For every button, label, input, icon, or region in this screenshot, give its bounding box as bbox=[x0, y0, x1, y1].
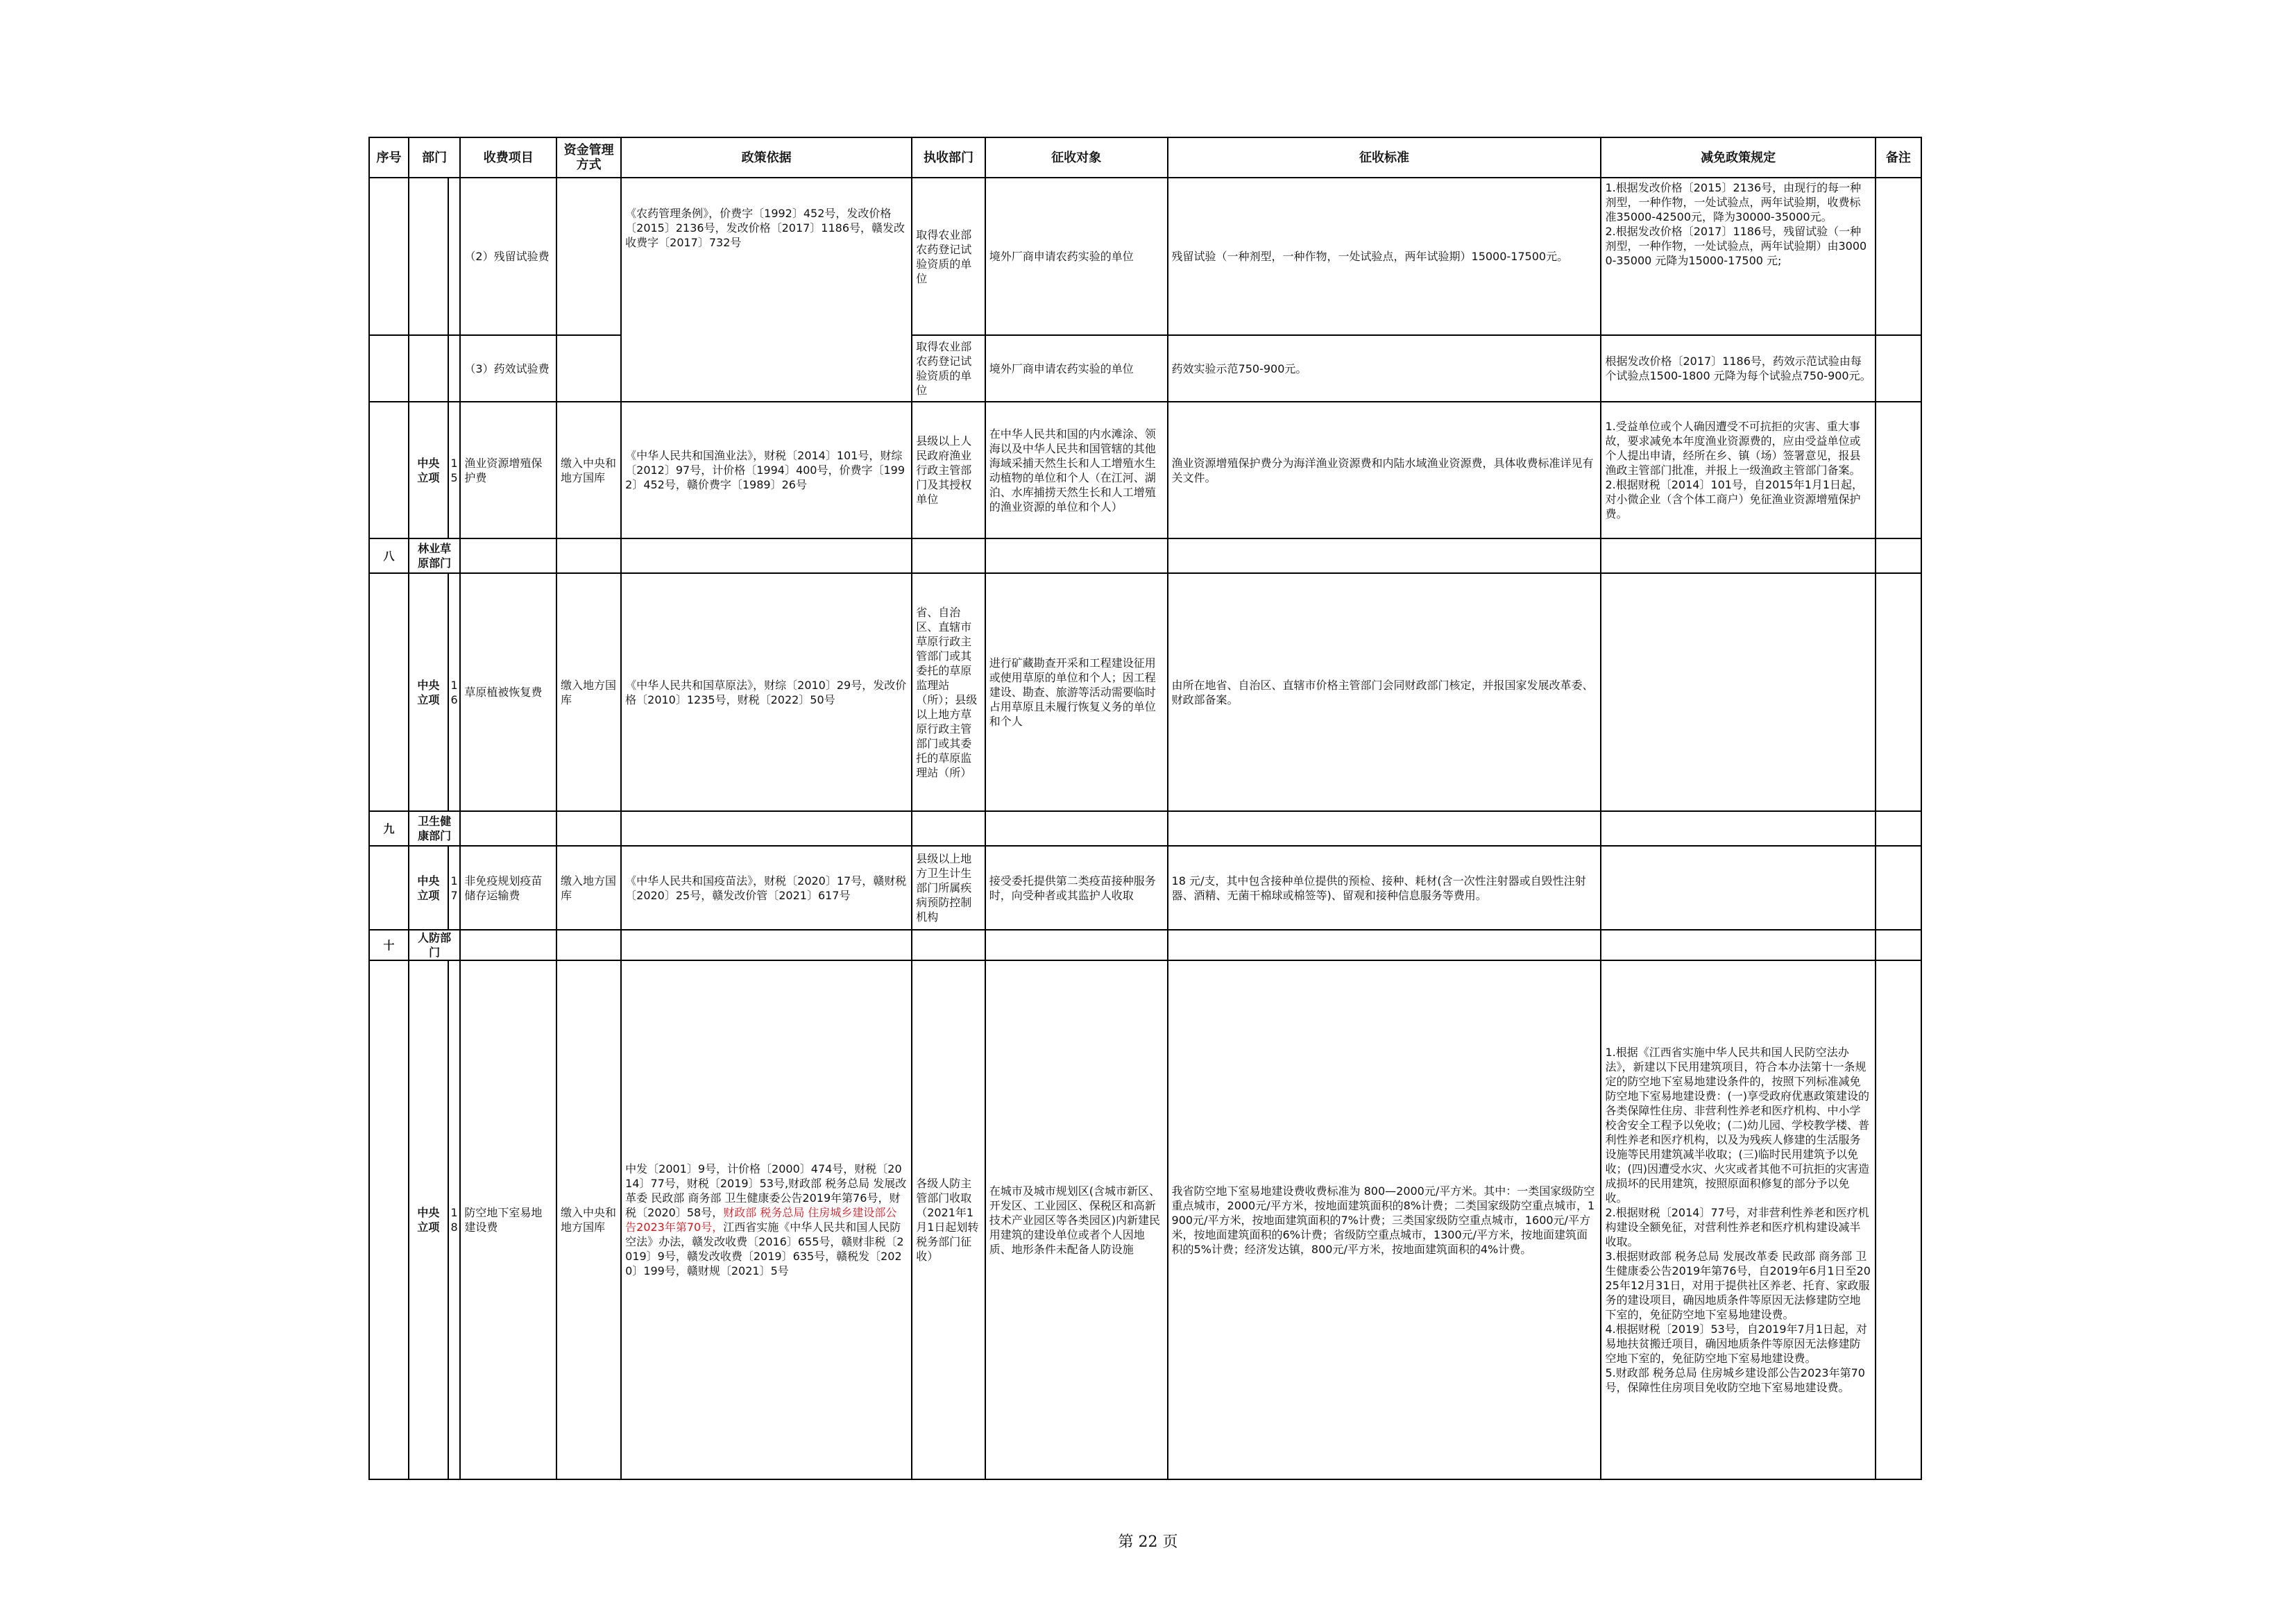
item-name: 非免疫规划疫苗储存运输费 bbox=[460, 846, 556, 930]
policy-basis-part: 江西省实施《中华人民共和国人民防空法》办法，赣发改收费〔2016〕655号，赣财非税〔2019〕9号，赣发改收费〔2019〕635号，赣税发〔2020〕199号，赣财规〔2021〕5号 bbox=[625, 1221, 904, 1277]
relief-policy bbox=[1601, 573, 1875, 811]
exec-dept: 县级以上地方卫生计生部门所属疾病预防控制机构 bbox=[912, 846, 985, 930]
relief-policy: 1.根据发改价格〔2015〕2136号，由现行的每一种剂型，一种作物，一处试验点，两年试验期，收费标准35000-42500元，降为30000-35000元。 2.根据发改价格〔2017〕1186号，残留试验（一种剂型，一种作物，一处试验点，两年试验期）由30000-35000 元降为15000-17500 元; bbox=[1601, 178, 1875, 335]
row-number: 15 bbox=[448, 402, 461, 538]
section-number: 十 bbox=[369, 930, 409, 960]
header-standard: 征收标准 bbox=[1168, 137, 1601, 178]
section-number: 九 bbox=[369, 811, 409, 846]
item-name: 渔业资源增殖保护费 bbox=[460, 402, 556, 538]
policy-basis-part: 中发〔2001〕9号，计价格〔2000〕474号，财税〔2014〕77号，财税〔2019〕53号,财政部 税务总局 发展改革委 民政部 商务部 卫生健康委公告2019年第76号，财税〔2020〕58号， bbox=[625, 1162, 907, 1219]
levy-target: 在城市及城市规划区(含城市新区、开发区、工业园区、保税区和高新技术产业园区等各类园区)内新建民用建筑的建设单位或者个人因地质、地形条件未配备人防设施 bbox=[985, 960, 1168, 1479]
policy-basis: 《中华人民共和国草原法》，财综〔2010〕29号，发改价格〔2010〕1235号，财税〔2022〕50号 bbox=[621, 573, 912, 811]
header-relief: 减免政策规定 bbox=[1601, 137, 1875, 178]
dept-name: 中央立项 bbox=[409, 960, 448, 1479]
header-target: 征收对象 bbox=[985, 137, 1168, 178]
section-row bbox=[369, 811, 1921, 846]
exec-dept: 省、自治区、直辖市草原行政主管部门或其委托的草原监理站（所）；县级以上地方草原行政主管部门或其委托的草原监理站（所） bbox=[912, 573, 985, 811]
section-row bbox=[369, 538, 1921, 573]
header-remark: 备注 bbox=[1876, 137, 1921, 178]
header-row bbox=[369, 137, 1921, 178]
section-number: 八 bbox=[369, 538, 409, 573]
table-row bbox=[369, 402, 1921, 538]
policy-basis: 《中华人民共和国渔业法》，财税〔2014〕101号，财综〔2012〕97号，计价格〔1994〕400号，价费字〔1992〕452号，赣价费字〔1989〕26号 bbox=[621, 402, 912, 538]
dept-name: 中央立项 bbox=[409, 402, 448, 538]
header-fund: 资金管理方式 bbox=[556, 137, 621, 178]
table-row bbox=[369, 960, 1921, 1479]
section-name: 人防部门 bbox=[409, 930, 460, 960]
fund-method: 缴入中央和地方国库 bbox=[556, 960, 621, 1479]
exec-dept: 各级人防主管部门收取（2021年1月1日起划转税务部门征收） bbox=[912, 960, 985, 1479]
page-number: 第 22 页 bbox=[1118, 1533, 1178, 1551]
levy-standard: 残留试验（一种剂型，一种作物，一处试验点，两年试验期）15000-17500元。 bbox=[1168, 178, 1601, 335]
row-number: 18 bbox=[448, 960, 461, 1479]
levy-standard: 我省防空地下室易地建设费收费标准为 800—2000元/平方米。其中：一类国家级防空重点城市，2000元/平方米，按地面建筑面积的8%计费；二类国家级防空重点城市，1900元/平方米，按地面建筑面积的7%计费；三类国家级防空重点城市，1600元/平方米，按地面建筑面积的6%计费；省级防空重点城市，1300元/平方米，按地面建筑面积的5%计费；经济发达镇，800元/平方米，按地面建筑面积的4%计费。 bbox=[1168, 960, 1601, 1479]
section-row bbox=[369, 930, 1921, 960]
header-basis: 政策依据 bbox=[621, 137, 912, 178]
row-number: 16 bbox=[448, 573, 461, 811]
levy-standard: 渔业资源增殖保护费分为海洋渔业资源费和内陆水域渔业资源费，具体收费标准详见有关文件。 bbox=[1168, 402, 1601, 538]
item-name: 防空地下室易地建设费 bbox=[460, 960, 556, 1479]
policy-basis: 《农药管理条例》，价费字〔1992〕452号，发改价格〔2015〕2136号，发改价格〔2017〕1186号，赣发改收费字〔2017〕732号 bbox=[621, 178, 912, 402]
relief-policy bbox=[1601, 846, 1875, 930]
fund-method: 缴入地方国库 bbox=[556, 573, 621, 811]
table-row bbox=[369, 178, 1921, 335]
levy-target: 境外厂商申请农药实验的单位 bbox=[985, 335, 1168, 402]
policy-basis bbox=[621, 960, 912, 1479]
levy-standard: 18 元/支，其中包含接种单位提供的预检、接种、耗材(含一次性注射器或自毁性注射器、酒精、无菌干棉球或棉签等)、留观和接种信息服务等费用。 bbox=[1168, 846, 1601, 930]
relief-policy: 1.受益单位或个人确因遭受不可抗拒的灾害、重大事故，要求减免本年度渔业资源费的，应由受益单位或个人提出申请，经所在乡、镇（场）签署意见，报县渔政主管部门批准，并报上一级渔政主管部门备案。 2.根据财税〔2014〕101号，自2015年1月1日起，对小微企业（含个体工商户）免征渔业资源增殖保护费。 bbox=[1601, 402, 1875, 538]
levy-target: 在中华人民共和国的内水滩涂、领海以及中华人民共和国管辖的其他海域采捕天然生长和人工增殖水生动植物的单位和个人（在江河、湖泊、水库捕捞天然生长和人工增殖的渔业资源的单位和个人） bbox=[985, 402, 1168, 538]
exec-dept: 县级以上人民政府渔业行政主管部门及其授权单位 bbox=[912, 402, 985, 538]
row-number: 17 bbox=[448, 846, 461, 930]
item-name: 草原植被恢复费 bbox=[460, 573, 556, 811]
levy-standard: 药效实验示范750-900元。 bbox=[1168, 335, 1601, 402]
header-no: 序号 bbox=[369, 137, 409, 178]
fee-table bbox=[368, 137, 1922, 1480]
exec-dept: 取得农业部农药登记试验资质的单位 bbox=[912, 335, 985, 402]
fund-method: 缴入中央和地方国库 bbox=[556, 402, 621, 538]
exec-dept: 取得农业部农药登记试验资质的单位 bbox=[912, 178, 985, 335]
dept-name: 中央立项 bbox=[409, 573, 448, 811]
table-row bbox=[369, 335, 1921, 402]
item-name: （2）残留试验费 bbox=[460, 178, 556, 335]
dept-name: 中央立项 bbox=[409, 846, 448, 930]
levy-standard: 由所在地省、自治区、直辖市价格主管部门会同财政部门核定，并报国家发展改革委、财政部备案。 bbox=[1168, 573, 1601, 811]
levy-target: 进行矿藏勘查开采和工程建设征用或使用草原的单位和个人；因工程建设、勘查、旅游等活动需要临时占用草原且未履行恢复义务的单位和个人 bbox=[985, 573, 1168, 811]
levy-target: 接受委托提供第二类疫苗接种服务时，向受种者或其监护人收取 bbox=[985, 846, 1168, 930]
levy-target: 境外厂商申请农药实验的单位 bbox=[985, 178, 1168, 335]
section-name: 卫生健康部门 bbox=[409, 811, 460, 846]
section-name: 林业草原部门 bbox=[409, 538, 460, 573]
policy-basis-highlight: 财政部 税务总局 住房城乡建设部公告2023年第70号， bbox=[625, 1206, 897, 1234]
relief-policy: 根据发改价格〔2017〕1186号，药效示范试验由每个试验点1500-1800 元降为每个试验点750-900元。 bbox=[1601, 335, 1875, 402]
item-name: （3）药效试验费 bbox=[460, 335, 556, 402]
table-row bbox=[369, 573, 1921, 811]
header-dept: 部门 bbox=[409, 137, 460, 178]
table-row bbox=[369, 846, 1921, 930]
header-item: 收费项目 bbox=[460, 137, 556, 178]
fund-method: 缴入地方国库 bbox=[556, 846, 621, 930]
relief-policy: 1.根据《江西省实施中华人民共和国人民防空法办法》，新建以下民用建筑项目，符合本办法第十一条规定的防空地下室易地建设条件的，按照下列标准减免防空地下室易地建设费：(一)享受政府优惠政策建设的各类保障性住房、非营利性养老和医疗机构、中小学校舍安全工程予以免收；(二)幼儿园、学校教学楼、普利性养老和医疗机构，以及为残疾人修建的生活服务设施等民用建筑减半收取；(三)临时民用建筑予以免收；(四)因遭受水灾、火灾或者其他不可抗拒的灾害造成损坏的民用建筑，按照原面积修复的部分予以免收。 2.根据财税〔2014〕77号，对非营利性养老和医疗机构建设全额免征，对营利性养老和医疗机构建设减半收取。 3.根据财政部 税务总局 发展改革委 民政部 商务部 卫生健康委公告2019年第76号，自2019年6月1日至2025年12月31日，对用于提供社区养老、托育、家政服务的建设项目，确因地质条件等原因无法修建防空地下室的，免征防空地下室易地建设费。 4.根据财税〔2019〕53号，自2019年7月1日起，对易地扶贫搬迁项目，确因地质条件等原因无法修建防空地下室的，免征防空地下室易地建设费。 5.财政部 税务总局 住房城乡建设部公告2023年第70号，保障性住房项目免收防空地下室易地建设费。 bbox=[1601, 960, 1875, 1479]
header-exec: 执收部门 bbox=[912, 137, 985, 178]
policy-basis: 《中华人民共和国疫苗法》，财税〔2020〕17号，赣财税〔2020〕25号，赣发改价管〔2021〕617号 bbox=[621, 846, 912, 930]
